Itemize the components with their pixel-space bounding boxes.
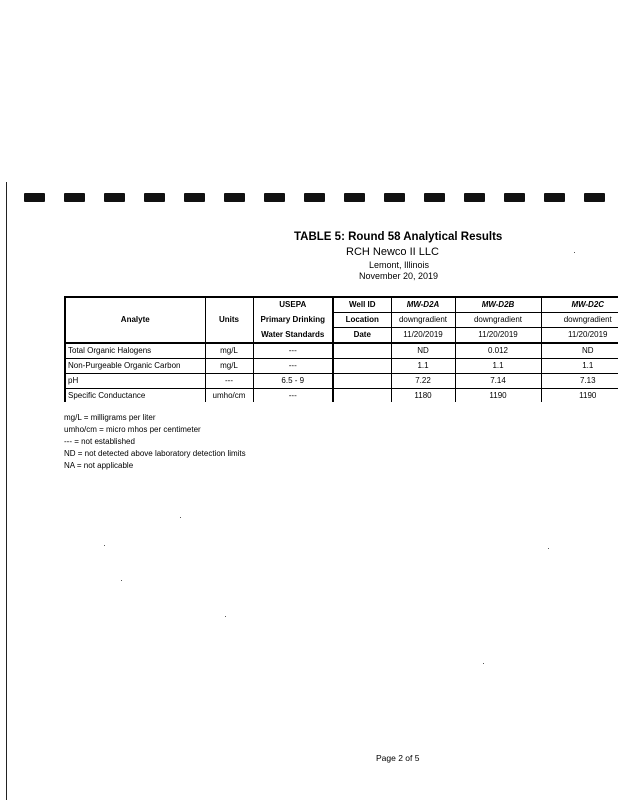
well-location-3: downgradient <box>541 313 618 328</box>
page-edge-line <box>6 182 7 800</box>
value-cell: ND <box>391 343 455 359</box>
header-date: Date <box>333 328 391 344</box>
header-well-id: Well ID <box>333 297 391 313</box>
empty-cell <box>333 359 391 374</box>
header-units: Units <box>205 297 253 343</box>
value-cell: 1.1 <box>541 359 618 374</box>
well-date-3: 11/20/2019 <box>541 328 618 344</box>
value-cell: 1190 <box>541 389 618 403</box>
scan-speck <box>104 545 105 546</box>
report-date: November 20, 2019 <box>359 271 439 281</box>
scan-speck <box>225 616 226 617</box>
note-line: ND = not detected above laboratory detection limits <box>64 449 246 458</box>
header-analyte: Analyte <box>65 297 205 343</box>
standard-cell: 6.5 - 9 <box>253 374 333 389</box>
table-row <box>65 389 618 403</box>
analyte-cell: Specific Conductance <box>65 389 205 403</box>
units-cell: umho/cm <box>205 389 253 403</box>
scan-dash <box>264 193 285 202</box>
scan-dash <box>304 193 325 202</box>
standard-cell: --- <box>253 359 333 374</box>
header-row-1 <box>65 297 618 313</box>
site-location: Lemont, Illinois <box>369 260 430 270</box>
well-date-1: 11/20/2019 <box>391 328 455 344</box>
note-line: NA = not applicable <box>64 461 134 470</box>
header-usepa-3: Water Standards <box>253 328 333 344</box>
scan-speck <box>574 252 575 253</box>
scan-dash-strip <box>24 193 618 203</box>
scan-dash <box>344 193 365 202</box>
scan-dash <box>24 193 45 202</box>
empty-cell <box>333 343 391 359</box>
scan-dash <box>104 193 125 202</box>
scan-dash <box>184 193 205 202</box>
analyte-cell: pH <box>65 374 205 389</box>
scan-speck <box>121 580 122 581</box>
well-id-3: MW-D2C <box>541 297 618 313</box>
scan-speck <box>180 517 181 518</box>
scan-dash <box>544 193 565 202</box>
header-usepa-1: USEPA <box>253 297 333 313</box>
value-cell: 1180 <box>391 389 455 403</box>
table-title: TABLE 5: Round 58 Analytical Results <box>294 231 503 243</box>
scan-dash <box>504 193 525 202</box>
value-cell: ND <box>541 343 618 359</box>
well-date-2: 11/20/2019 <box>455 328 541 344</box>
results-table-wrapper <box>64 296 618 402</box>
well-location-1: downgradient <box>391 313 455 328</box>
analyte-cell: Non-Purgeable Organic Carbon <box>65 359 205 374</box>
note-line: mg/L = milligrams per liter <box>64 413 156 422</box>
empty-cell <box>333 389 391 403</box>
value-cell: 7.13 <box>541 374 618 389</box>
scan-dash <box>384 193 405 202</box>
standard-cell: --- <box>253 389 333 403</box>
well-id-2: MW-D2B <box>455 297 541 313</box>
well-id-1: MW-D2A <box>391 297 455 313</box>
table-row <box>65 343 618 359</box>
scan-speck <box>548 548 549 549</box>
header-usepa-2: Primary Drinking <box>253 313 333 328</box>
scan-dash <box>424 193 445 202</box>
value-cell: 1.1 <box>455 359 541 374</box>
units-cell: mg/L <box>205 359 253 374</box>
units-cell: mg/L <box>205 343 253 359</box>
page-number: Page 2 of 5 <box>376 753 420 763</box>
table-notes <box>64 412 246 472</box>
scan-dash <box>464 193 485 202</box>
value-cell: 7.14 <box>455 374 541 389</box>
value-cell: 0.012 <box>455 343 541 359</box>
results-table <box>64 296 618 402</box>
value-cell: 1.1 <box>391 359 455 374</box>
table-row <box>65 359 618 374</box>
well-location-2: downgradient <box>455 313 541 328</box>
analyte-cell: Total Organic Halogens <box>65 343 205 359</box>
scan-dash <box>224 193 245 202</box>
scan-dash <box>64 193 85 202</box>
note-line: --- = not established <box>64 437 135 446</box>
units-cell: --- <box>205 374 253 389</box>
standard-cell: --- <box>253 343 333 359</box>
value-cell: 1190 <box>455 389 541 403</box>
empty-cell <box>333 374 391 389</box>
scan-speck <box>483 663 484 664</box>
scan-dash <box>584 193 605 202</box>
scan-dash <box>144 193 165 202</box>
value-cell: 7.22 <box>391 374 455 389</box>
header-location: Location <box>333 313 391 328</box>
note-line: umho/cm = micro mhos per centimeter <box>64 425 201 434</box>
company-name: RCH Newco II LLC <box>346 246 439 258</box>
table-row <box>65 374 618 389</box>
